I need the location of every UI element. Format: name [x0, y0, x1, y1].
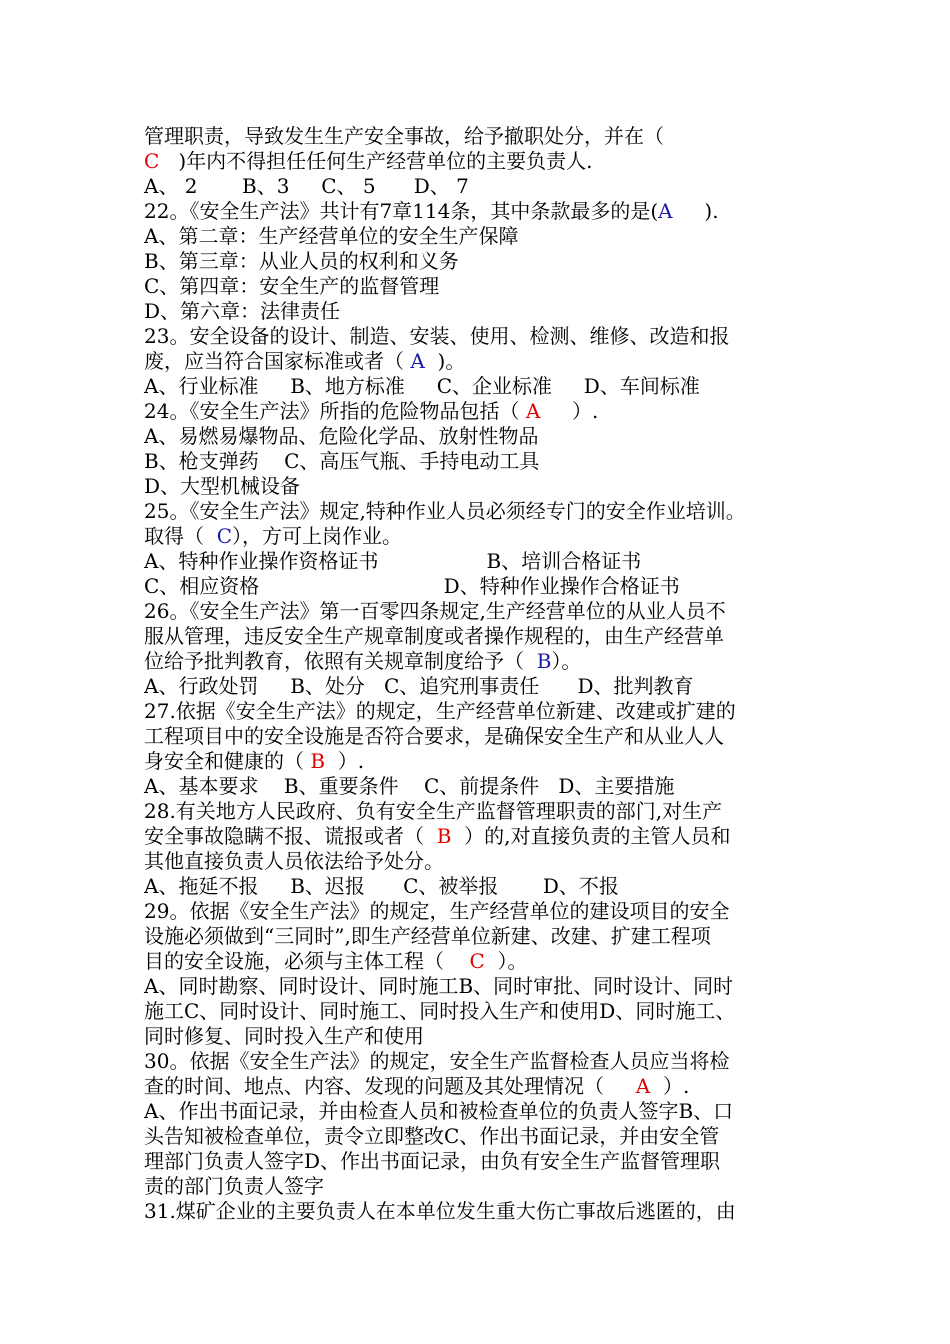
text-line: 31.煤矿企业的主要负责人在本单位发生重大伤亡事故后逃匿的，由 [144, 1199, 736, 1223]
text-line: 同时修复、同时投入生产和使用 [144, 1024, 424, 1048]
text-line: 28.有关地方人民政府、负有安全生产监督管理职责的部门,对生产 [144, 799, 723, 823]
answer-mark: A [635, 1074, 651, 1098]
text-line: 理部门负责人签字D、作出书面记录，由负有安全生产监督管理职 [144, 1149, 721, 1173]
text-line: 22。《安全生产法》共计有7章114条，其中条款最多的是(A ). [144, 199, 719, 223]
text-line: 25。《安全生产法》规定,特种作业人员必须经专门的安全作业培训。 [144, 499, 746, 523]
answer-mark: C [216, 524, 233, 548]
text-line: 头告知被检查单位，责令立即整改C、作出书面记录，并由安全管 [144, 1124, 720, 1148]
text-line: 责的部门负责人签字 [144, 1174, 324, 1198]
text-line: 管理职责，导致发生生产安全事故，给予撤职处分，并在（ [144, 124, 664, 148]
text-line: 30。依据《安全生产法》的规定，安全生产监督检查人员应当将检 [144, 1049, 730, 1073]
text-line: C、相应资格 D、特种作业操作合格证书 [144, 574, 680, 598]
answer-mark: B [310, 749, 326, 773]
text-line: 服从管理，违反安全生产规章制度或者操作规程的，由生产经营单 [144, 624, 724, 648]
answer-mark: B [536, 649, 552, 673]
text-line: 身安全和健康的（ B ）. [144, 749, 365, 773]
text-line: A、同时勘察、同时设计、同时施工B、同时审批、同时设计、同时 [144, 974, 734, 998]
text-line: B、第三章：从业人员的权利和义务 [144, 249, 459, 273]
text-line: B、枪支弹药 C、高压气瓶、手持电动工具 [144, 449, 540, 473]
text-line: A、第二章：生产经营单位的安全生产保障 [144, 224, 519, 248]
text-line: 取得（ C），方可上岗作业。 [144, 524, 403, 548]
answer-mark: C [144, 149, 160, 173]
text-line: C、第四章：安全生产的监督管理 [144, 274, 440, 298]
text-line: A、行业标准 B、地方标准 C、企业标准 D、车间标准 [144, 374, 700, 398]
text-line: 24。《安全生产法》所指的危险物品包括（ A ）. [144, 399, 599, 423]
text-line: 其他直接负责人员依法给予处分。 [144, 849, 444, 873]
text-line: C )年内不得担任任何生产经营单位的主要负责人. [144, 149, 593, 173]
text-line: A、易燃易爆物品、危险化学品、放射性物品 [144, 424, 539, 448]
text-line: 29。依据《安全生产法》的规定，生产经营单位的建设项目的安全 [144, 899, 730, 923]
text-line: 23。安全设备的设计、制造、安装、使用、检测、维修、改造和报 [144, 324, 730, 348]
answer-mark: A [525, 399, 541, 423]
text-line: A、拖延不报 B、迟报 C、被举报 D、不报 [144, 874, 619, 898]
text-line: 设施必须做到“三同时”,即生产经营单位新建、改建、扩建工程项 [144, 924, 711, 948]
text-line: D、大型机械设备 [144, 474, 301, 498]
text-line: 26。《安全生产法》第一百零四条规定,生产经营单位的从业人员不 [144, 599, 726, 623]
text-line: A、行政处罚 B、处分 C、追究刑事责任 D、批判教育 [144, 674, 694, 698]
text-line: D、第六章：法律责任 [144, 299, 341, 323]
text-line: A、基本要求 B、重要条件 C、前提条件 D、主要措施 [144, 774, 675, 798]
text-line: 废，应当符合国家标准或者（ A )。 [144, 349, 466, 373]
text-line: 施工C、同时设计、同时施工、同时投入生产和使用D、同时施工、 [144, 999, 736, 1023]
text-line: 目的安全设施，必须与主体工程（ C ）。 [144, 949, 528, 973]
text-line: A、作出书面记录，并由检查人员和被检查单位的负责人签字B、口 [144, 1099, 734, 1123]
answer-mark: B [436, 824, 452, 848]
text-line: A、 2 B、3 C、 5 D、 7 [144, 174, 469, 198]
answer-mark: A [658, 199, 673, 223]
text-line: 查的时间、地点、内容、发现的问题及其处理情况（ A ）. [144, 1074, 690, 1098]
text-line: A、特种作业操作资格证书 B、培训合格证书 [144, 549, 642, 573]
text-line: 27.依据《安全生产法》的规定，生产经营单位新建、改建或扩建的 [144, 699, 736, 723]
text-line: 位给予批判教育，依照有关规章制度给予（ B）。 [144, 649, 582, 673]
answer-mark: A [410, 349, 425, 373]
text-line: 安全事故隐瞒不报、谎报或者（ B ）的,对直接负责的主管人员和 [144, 824, 731, 848]
text-line: 工程项目中的安全设施是否符合要求，是确保安全生产和从业人人 [144, 724, 724, 748]
answer-mark: C [469, 949, 485, 973]
